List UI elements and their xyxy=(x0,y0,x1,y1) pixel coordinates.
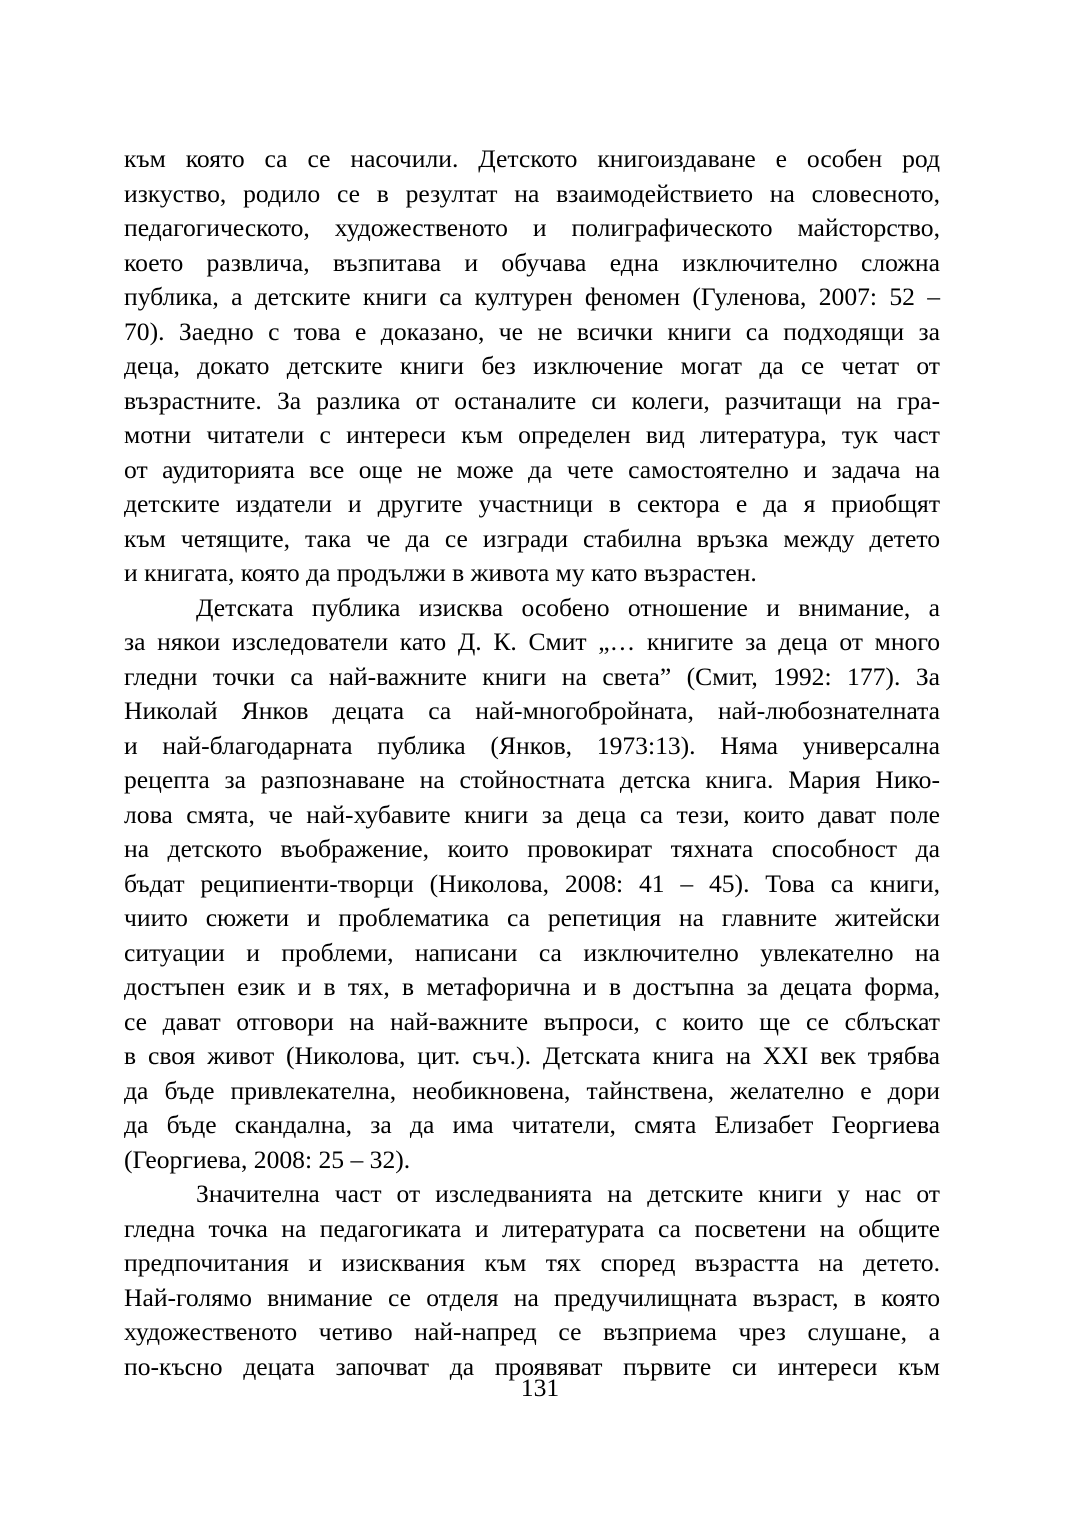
text-line: на детското въображение, които провокират тяхната способност да xyxy=(124,834,940,863)
text-line: по-късно децата започват да проявяват първите си интереси към xyxy=(124,1351,940,1381)
text-line: педагогическото, художественото и полиграфическото майсторство, xyxy=(124,213,940,242)
paragraph-2 xyxy=(124,591,940,1178)
text-line: мотни читатели с интереси към определен вид литература, тук част xyxy=(124,420,940,449)
paragraph-1 xyxy=(124,142,940,591)
text-line: деца, докато детските книги без изключение могат да се четат от xyxy=(124,351,940,380)
text-line: и най-благодарната публика (Янков, 1973:13). Няма универсална xyxy=(124,730,940,760)
text-line: предпочитания и изисквания към тях според възрастта на детето. xyxy=(124,1248,940,1277)
text-line: 70). Заедно с това е доказано, че не всички книги са подходящи за xyxy=(124,316,940,346)
text-line: към четящите, така че да се изгради стабилна връзка между детето xyxy=(124,523,940,553)
text-line: ситуации и проблеми, написани са изключително увлекателно на xyxy=(124,937,940,967)
page-number: 131 xyxy=(520,1373,560,1402)
text-line: рецепта за разпознаване на стойностната детска книга. Мария Нико- xyxy=(124,765,940,794)
text-line: Значителна част от изследванията на детските книги у нас от xyxy=(196,1179,940,1208)
text-line: да бъде привлекателна, необикновена, тайнствена, желателно е дори xyxy=(124,1075,940,1105)
text-line: лова смята, че най-хубавите книги за деца са тези, които дават поле xyxy=(124,799,940,829)
text-line: публика, а детските книги са културен феномен (Гуленова, 2007: 52 – xyxy=(124,282,940,311)
text-line: възрастните. За разлика от останалите си колеги, разчитащи на гра- xyxy=(124,385,940,415)
text-line: което развлича, възпитава и обучава една изключително сложна xyxy=(124,247,940,277)
text-line: Детската публика изисква особено отношение и внимание, а xyxy=(196,592,940,622)
text-line: Николай Янков децата са най-многобройната, най-любознателната xyxy=(124,696,940,725)
text-line: достъпен език и в тях, в метафорична и в достъпна за децата форма, xyxy=(124,972,940,1001)
text-line: да бъде скандална, за да има читатели, смята Елизабет Георгиева xyxy=(124,1110,940,1139)
text-line: (Георгиева, 2008: 25 – 32). xyxy=(124,1144,411,1174)
text-line: бъдат реципиенти-творци (Николова, 2008: 41 – 45). Това са книги, xyxy=(124,868,940,898)
text-line: гледни точки са най-важните книги на света” (Смит, 1992: 177). За xyxy=(124,661,940,691)
text-line: се дават отговори на най-важните въпроси, с които ще се сблъскат xyxy=(124,1006,940,1036)
text-line: за някои изследователи като Д. К. Смит „… книгите за деца от много xyxy=(124,627,940,656)
text-line: гледна точка на педагогиката и литературата са посветени на общите xyxy=(124,1213,940,1243)
text-line: детските издатели и другите участници в сектора е да я приобщят xyxy=(124,489,940,518)
text-line: изкуство, родило се в резултат на взаимодействието на словесното, xyxy=(124,178,940,208)
text-line: към която са се насочили. Детското книгоиздаване е особен род xyxy=(124,144,940,173)
text-line: и книгата, която да продължи в живота му като възрастен. xyxy=(124,558,757,587)
text-line: от аудиторията все още не може да чете самостоятелно и задача на xyxy=(124,454,940,484)
text-line: чиито сюжети и проблематика са репетиция на главните житейски xyxy=(124,903,940,932)
paragraph-3 xyxy=(124,1177,940,1384)
text-line: в своя живот (Николова, цит. съч.). Детската книга на XXI век трябва xyxy=(124,1041,940,1070)
text-line: Най-голямо внимание се отделя на предучилищната възраст, в която xyxy=(124,1282,940,1312)
page-body xyxy=(124,142,940,1384)
text-line: художественото четиво най-напред се възприема чрез слушане, а xyxy=(124,1317,940,1346)
